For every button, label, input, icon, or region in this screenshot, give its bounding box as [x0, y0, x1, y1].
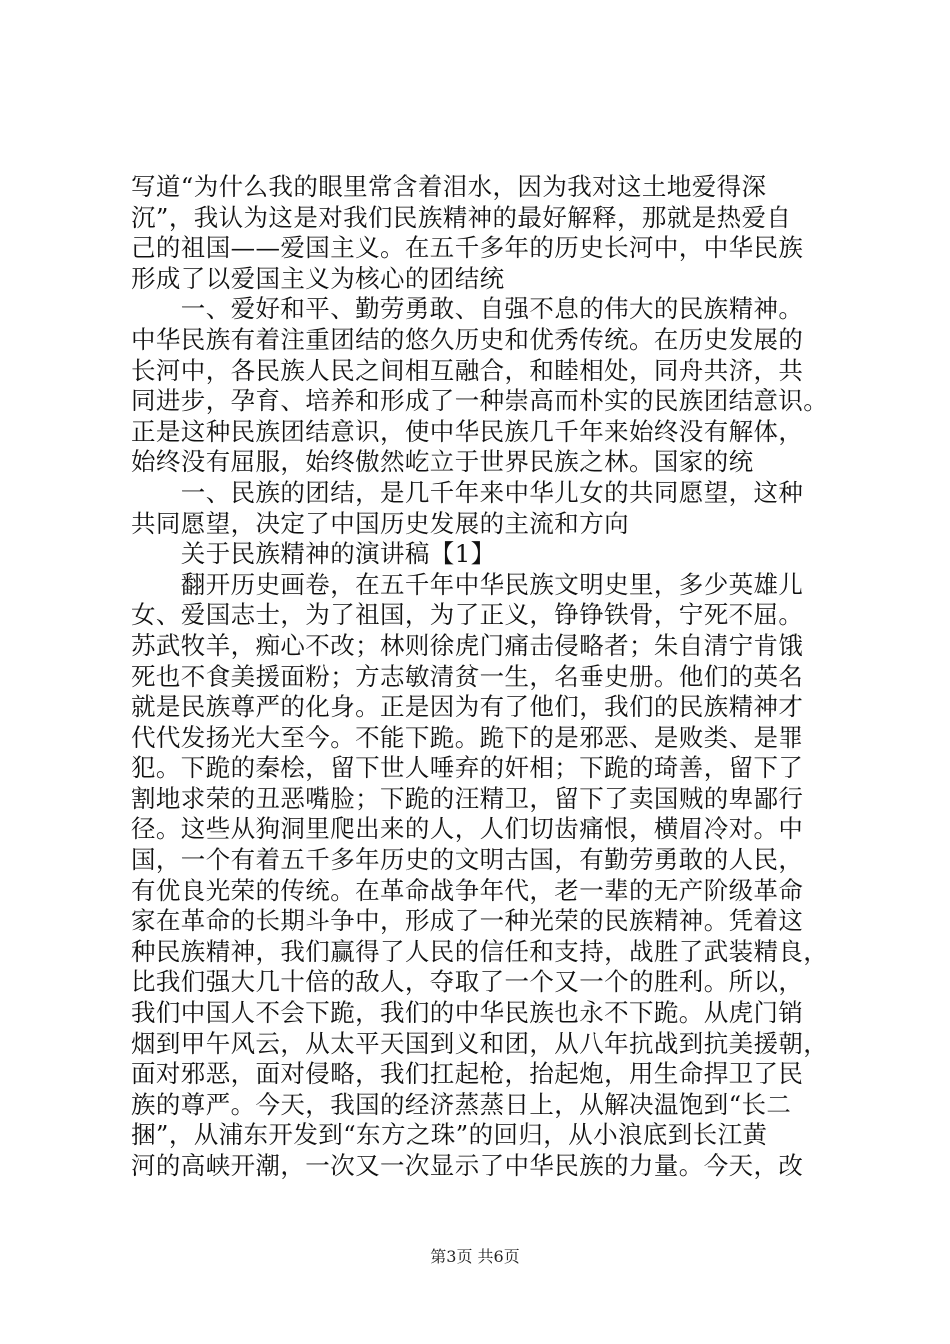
- text-line: 烟到甲午风云，从太平天国到义和团，从八年抗战到抗美援朝，: [131, 1028, 829, 1058]
- text-line: 中华民族有着注重团结的悠久历史和优秀传统。在历史发展的: [131, 324, 804, 354]
- text-line: 我们中国人不会下跪，我们的中华民族也永不下跪。从虎门销: [131, 998, 804, 1028]
- text-line: 族的尊严。今天，我国的经济蒸蒸日上，从解决温饱到“长二: [131, 1089, 792, 1119]
- text-line: 河的高峡开潮，一次又一次显示了中华民族的力量。今天，改: [131, 1151, 804, 1180]
- document-body: [131, 172, 831, 1182]
- text-line: 形成了以爱国主义为核心的团结统: [131, 263, 505, 293]
- text-line: 就是民族尊严的化身。正是因为有了他们，我们的民族精神才: [131, 692, 804, 722]
- text-line: 写道“为什么我的眼里常含着泪水，因为我对这土地爱得深: [131, 172, 767, 201]
- text-line: 径。这些从狗洞里爬出来的人，人们切齿痛恨，横眉冷对。中: [131, 814, 804, 844]
- text-line: 种民族精神，我们赢得了人民的信任和支持，战胜了武装精良，: [131, 936, 829, 966]
- text-line: 苏武牧羊，痴心不改；林则徐虎门痛击侵略者；朱自清宁肯饿: [131, 630, 804, 660]
- text-line: 代代发扬光大至今。不能下跪。跪下的是邪恶、是败类、是罪: [131, 722, 804, 752]
- text-line: 有优良光荣的传统。在革命战争年代，老一辈的无产阶级革命: [131, 875, 804, 905]
- text-line: 女、爱国志士，为了祖国，为了正义，铮铮铁骨，宁死不屈。: [131, 600, 804, 630]
- text-line: 一、民族的团结，是几千年来中华儿女的共同愿望，这种: [131, 477, 804, 507]
- text-line: 家在革命的长期斗争中，形成了一种光荣的民族精神。凭着这: [131, 906, 804, 936]
- text-line: 面对邪恶，面对侵略，我们扛起枪，抬起炮，用生命捍卫了民: [131, 1059, 804, 1089]
- text-line: 一、爱好和平、勤劳勇敢、自强不息的伟大的民族精神。: [131, 294, 804, 324]
- text-line: 长河中，各民族人民之间相互融合，和睦相处，同舟共济，共: [131, 355, 804, 385]
- text-line: 死也不食美援面粉；方志敏清贫一生，名垂史册。他们的英名: [131, 661, 804, 691]
- text-line: 同进步，孕育、培养和形成了一种崇高而朴实的民族团结意识。: [131, 386, 829, 416]
- text-line: 捆”，从浦东开发到“东方之珠”的回归，从小浪底到长江黄: [131, 1120, 768, 1150]
- section-heading: 关于民族精神的演讲稿【1】: [131, 539, 496, 569]
- text-line: 翻开历史画卷，在五千年中华民族文明史里，多少英雄儿: [131, 569, 804, 599]
- text-line: 沉”，我认为这是对我们民族精神的最好解释，那就是热爱自: [131, 202, 792, 232]
- text-line: 犯。下跪的秦桧，留下世人唾弃的奸相；下跪的琦善，留下了: [131, 753, 804, 783]
- text-line: 共同愿望，决定了中国历史发展的主流和方向: [131, 508, 629, 538]
- text-line: 比我们强大几十倍的敌人，夺取了一个又一个的胜利。所以，: [131, 967, 804, 997]
- text-line: 正是这种民族团结意识，使中华民族几千年来始终没有解体，: [131, 416, 804, 446]
- text-line: 割地求荣的丑恶嘴脸；下跪的汪精卫，留下了卖国贼的卑鄙行: [131, 783, 804, 813]
- text-line: 始终没有屈服，始终傲然屹立于世界民族之林。国家的统: [131, 447, 754, 477]
- page-number-footer: 第3页 共6页: [430, 1247, 520, 1266]
- text-line: 己的祖国——爱国主义。在五千多年的历史长河中，中华民族: [131, 233, 804, 263]
- text-line: 国，一个有着五千多年历史的文明古国，有勤劳勇敢的人民，: [131, 845, 804, 875]
